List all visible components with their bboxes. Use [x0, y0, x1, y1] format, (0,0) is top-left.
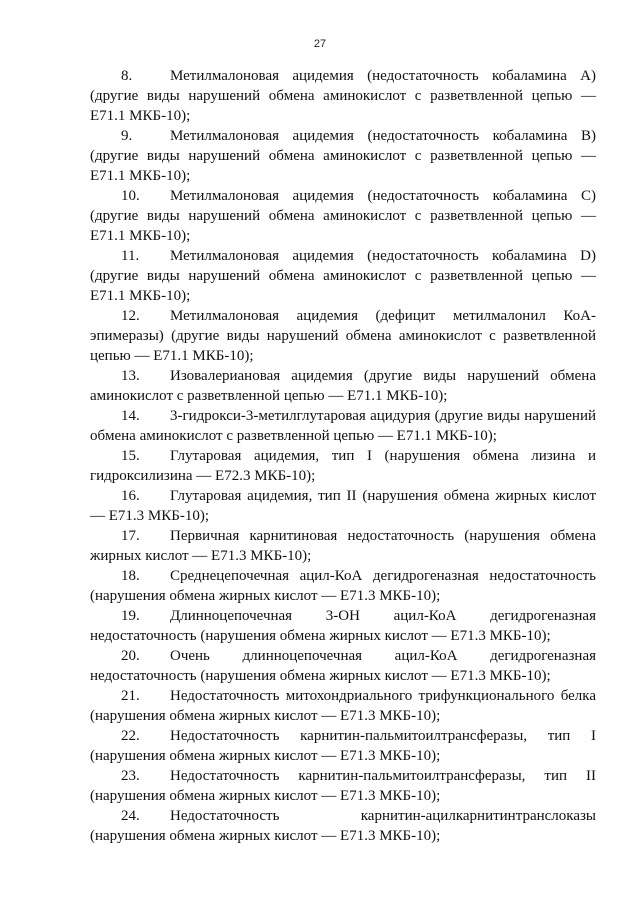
item-text: Метилмалоновая ацидемия (дефицит метилмалонил КоА-эпимеразы) (другие виды нарушений обмена аминокислот с разветвленной цепью — E71.1 МКБ-10); — [90, 308, 596, 364]
list-item — [90, 566, 596, 606]
item-text: Недостаточность карнитин-пальмитоилтрансферазы, тип I (нарушения обмена жирных кислот — E71.3 МКБ-10); — [90, 728, 596, 764]
list-item — [90, 486, 596, 526]
item-text: Метилмалоновая ацидемия (недостаточность кобаламина C) (другие виды нарушений обмена аминокислот с разветвленной цепью — E71.1 МКБ-10); — [90, 188, 596, 244]
list-item — [90, 526, 596, 566]
item-text: Изовалериановая ацидемия (другие виды нарушений обмена аминокислот с разветвленной цепью — E71.1 МКБ-10); — [90, 368, 596, 404]
item-number: 19. — [121, 608, 140, 624]
list-item — [90, 446, 596, 486]
item-text: Недостаточность карнитин-ацилкарнитинтранслоказы (нарушения обмена жирных кислот — E71.3 МКБ-10); — [90, 808, 596, 844]
item-number: 12. — [121, 308, 140, 324]
list-item — [90, 306, 596, 366]
item-text: Недостаточность митохондриального трифункционального белка (нарушения обмена жирных кислот — E71.3 МКБ-10); — [90, 688, 596, 724]
item-number: 17. — [121, 528, 140, 544]
item-number: 23. — [121, 768, 140, 784]
item-number: 15. — [121, 448, 140, 464]
list-item — [90, 246, 596, 306]
item-number: 9. — [121, 128, 133, 144]
item-text: Глутаровая ацидемия, тип II (нарушения обмена жирных кислот — E71.3 МКБ-10); — [90, 488, 596, 524]
list-item — [90, 406, 596, 446]
list-item — [90, 686, 596, 726]
item-text: Среднецепочечная ацил-КоА дегидрогеназная недостаточность (нарушения обмена жирных кислот — E71.3 МКБ-10); — [90, 568, 596, 604]
item-text: Метилмалоновая ацидемия (недостаточность кобаламина D) (другие виды нарушений обмена аминокислот с разветвленной цепью — E71.1 МКБ-10); — [90, 248, 596, 304]
list-item — [90, 186, 596, 246]
item-number: 13. — [121, 368, 140, 384]
list-item — [90, 66, 596, 126]
list-item — [90, 726, 596, 766]
item-number: 10. — [121, 188, 140, 204]
item-text: Глутаровая ацидемия, тип I (нарушения обмена лизина и гидроксилизина — E72.3 МКБ-10); — [90, 448, 596, 484]
list-item — [90, 126, 596, 186]
item-number: 16. — [121, 488, 140, 504]
item-number: 22. — [121, 728, 140, 744]
list-item — [90, 606, 596, 646]
item-number: 24. — [121, 808, 140, 824]
item-number: 20. — [121, 648, 140, 664]
document-body — [90, 66, 596, 846]
item-number: 11. — [121, 248, 140, 264]
list-item — [90, 806, 596, 846]
list-item — [90, 366, 596, 406]
list-item — [90, 646, 596, 686]
item-number: 21. — [121, 688, 140, 704]
list-item — [90, 766, 596, 806]
item-number: 14. — [121, 408, 140, 424]
item-number: 8. — [121, 68, 133, 84]
item-text: Длинноцепочечная 3-ОН ацил-КоА дегидрогеназная недостаточность (нарушения обмена жирных кислот — E71.3 МКБ-10); — [90, 608, 596, 644]
item-text: Очень длинноцепочечная ацил-КоА дегидрогеназная недостаточность (нарушения обмена жирных кислот — E71.3 МКБ-10); — [90, 648, 596, 684]
page-number: 27 — [313, 38, 327, 50]
item-number: 18. — [121, 568, 140, 584]
item-text: Метилмалоновая ацидемия (недостаточность кобаламина B) (другие виды нарушений обмена аминокислот с разветвленной цепью — E71.1 МКБ-10); — [90, 128, 596, 184]
item-text: Первичная карнитиновая недостаточность (нарушения обмена жирных кислот — E71.3 МКБ-10); — [90, 528, 596, 564]
item-text: Метилмалоновая ацидемия (недостаточность кобаламина A) (другие виды нарушений обмена аминокислот с разветвленной цепью — E71.1 МКБ-10); — [90, 68, 596, 124]
item-text: Недостаточность карнитин-пальмитоилтрансферазы, тип II (нарушения обмена жирных кислот — E71.3 МКБ-10); — [90, 768, 596, 804]
item-text: 3-гидрокси-3-метилглутаровая ацидурия (другие виды нарушений обмена аминокислот с разветвленной цепью — E71.1 МКБ-10); — [90, 408, 596, 444]
